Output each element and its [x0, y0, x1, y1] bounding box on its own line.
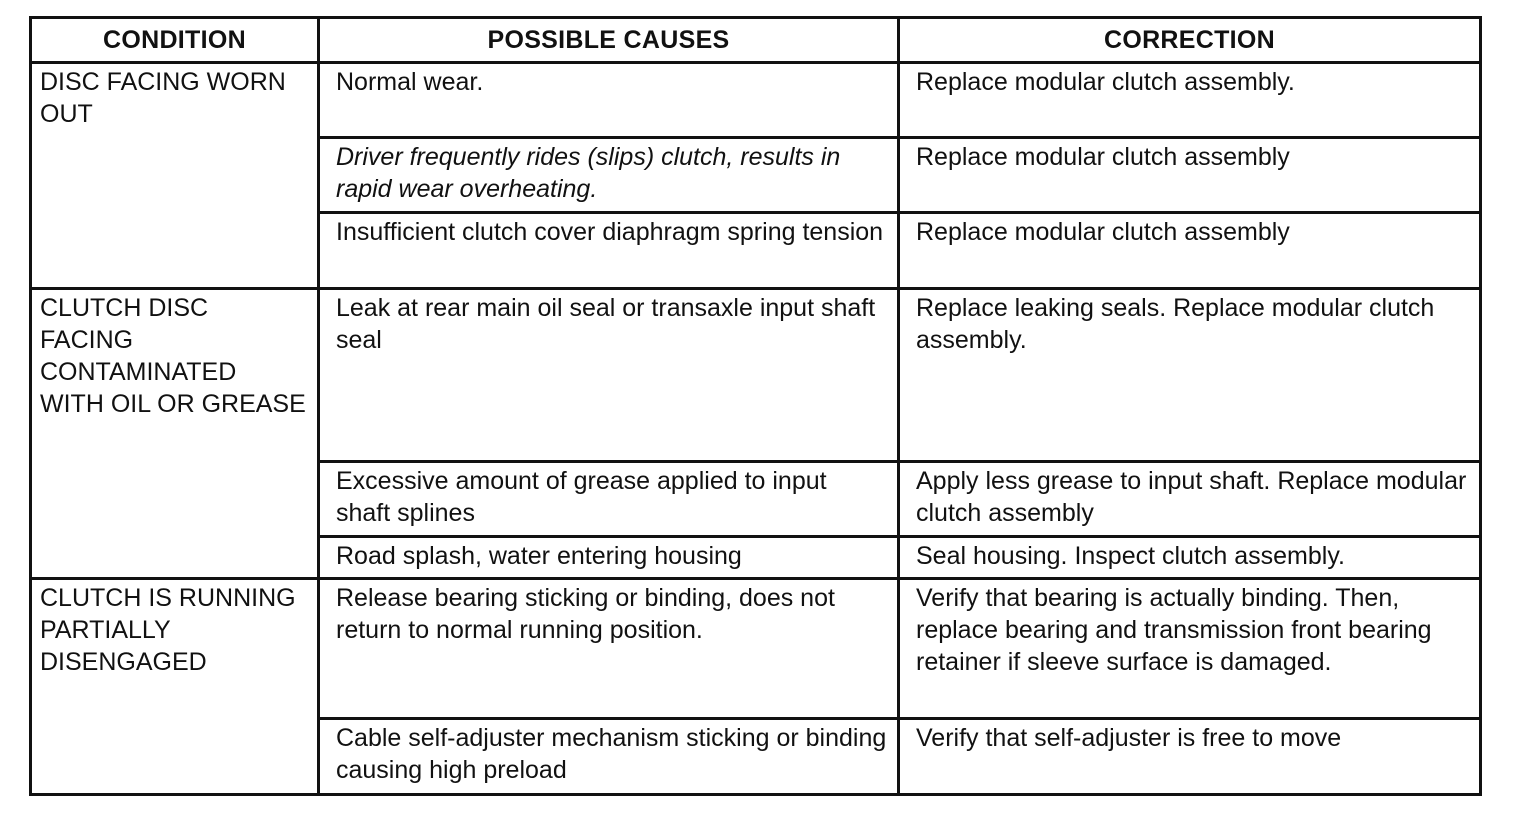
correction-cell: Apply less grease to input shaft. Replace modular clutch assembly	[899, 462, 1481, 537]
correction-cell: Verify that self-adjuster is free to move	[899, 719, 1481, 795]
condition-cell: CLUTCH IS RUNNING PARTIALLY DISENGAGED	[31, 579, 319, 795]
cause-cell	[319, 138, 899, 213]
diagnosis-table	[29, 16, 1482, 796]
cause-cell: Road splash, water entering housing	[319, 537, 899, 579]
cause-cell: Leak at rear main oil seal or transaxle input shaft seal	[319, 289, 899, 462]
table-row	[31, 289, 1481, 462]
cause-cell: Excessive amount of grease applied to input shaft splines	[319, 462, 899, 537]
correction-cell: Replace modular clutch assembly	[899, 138, 1481, 213]
header-condition: CONDITION	[31, 18, 319, 63]
correction-cell: Replace leaking seals. Replace modular clutch assembly.	[899, 289, 1481, 462]
cause-cell: Normal wear.	[319, 63, 899, 138]
cause-cell: Release bearing sticking or binding, does not return to normal running position.	[319, 579, 899, 719]
table-row	[31, 63, 1481, 138]
cause-cell: Cable self-adjuster mechanism sticking or binding causing high preload	[319, 719, 899, 795]
header-possible-causes: POSSIBLE CAUSES	[319, 18, 899, 63]
cause-text: Driver frequently rides (slips) clutch, results in rapid wear overheating.	[336, 143, 841, 203]
correction-cell: Replace modular clutch assembly.	[899, 63, 1481, 138]
correction-cell: Replace modular clutch assembly	[899, 213, 1481, 289]
correction-cell: Verify that bearing is actually binding. Then, replace bearing and transmission front bearing retainer if sleeve surface is damaged.	[899, 579, 1481, 719]
condition-cell: DISC FACING WORN OUT	[31, 63, 319, 289]
header-correction: CORRECTION	[899, 18, 1481, 63]
condition-cell: CLUTCH DISC FACING CONTAMINATED WITH OIL OR GREASE	[31, 289, 319, 579]
header-row	[31, 18, 1481, 63]
cause-cell: Insufficient clutch cover diaphragm spring tension	[319, 213, 899, 289]
table-row	[31, 579, 1481, 719]
correction-cell: Seal housing. Inspect clutch assembly.	[899, 537, 1481, 579]
